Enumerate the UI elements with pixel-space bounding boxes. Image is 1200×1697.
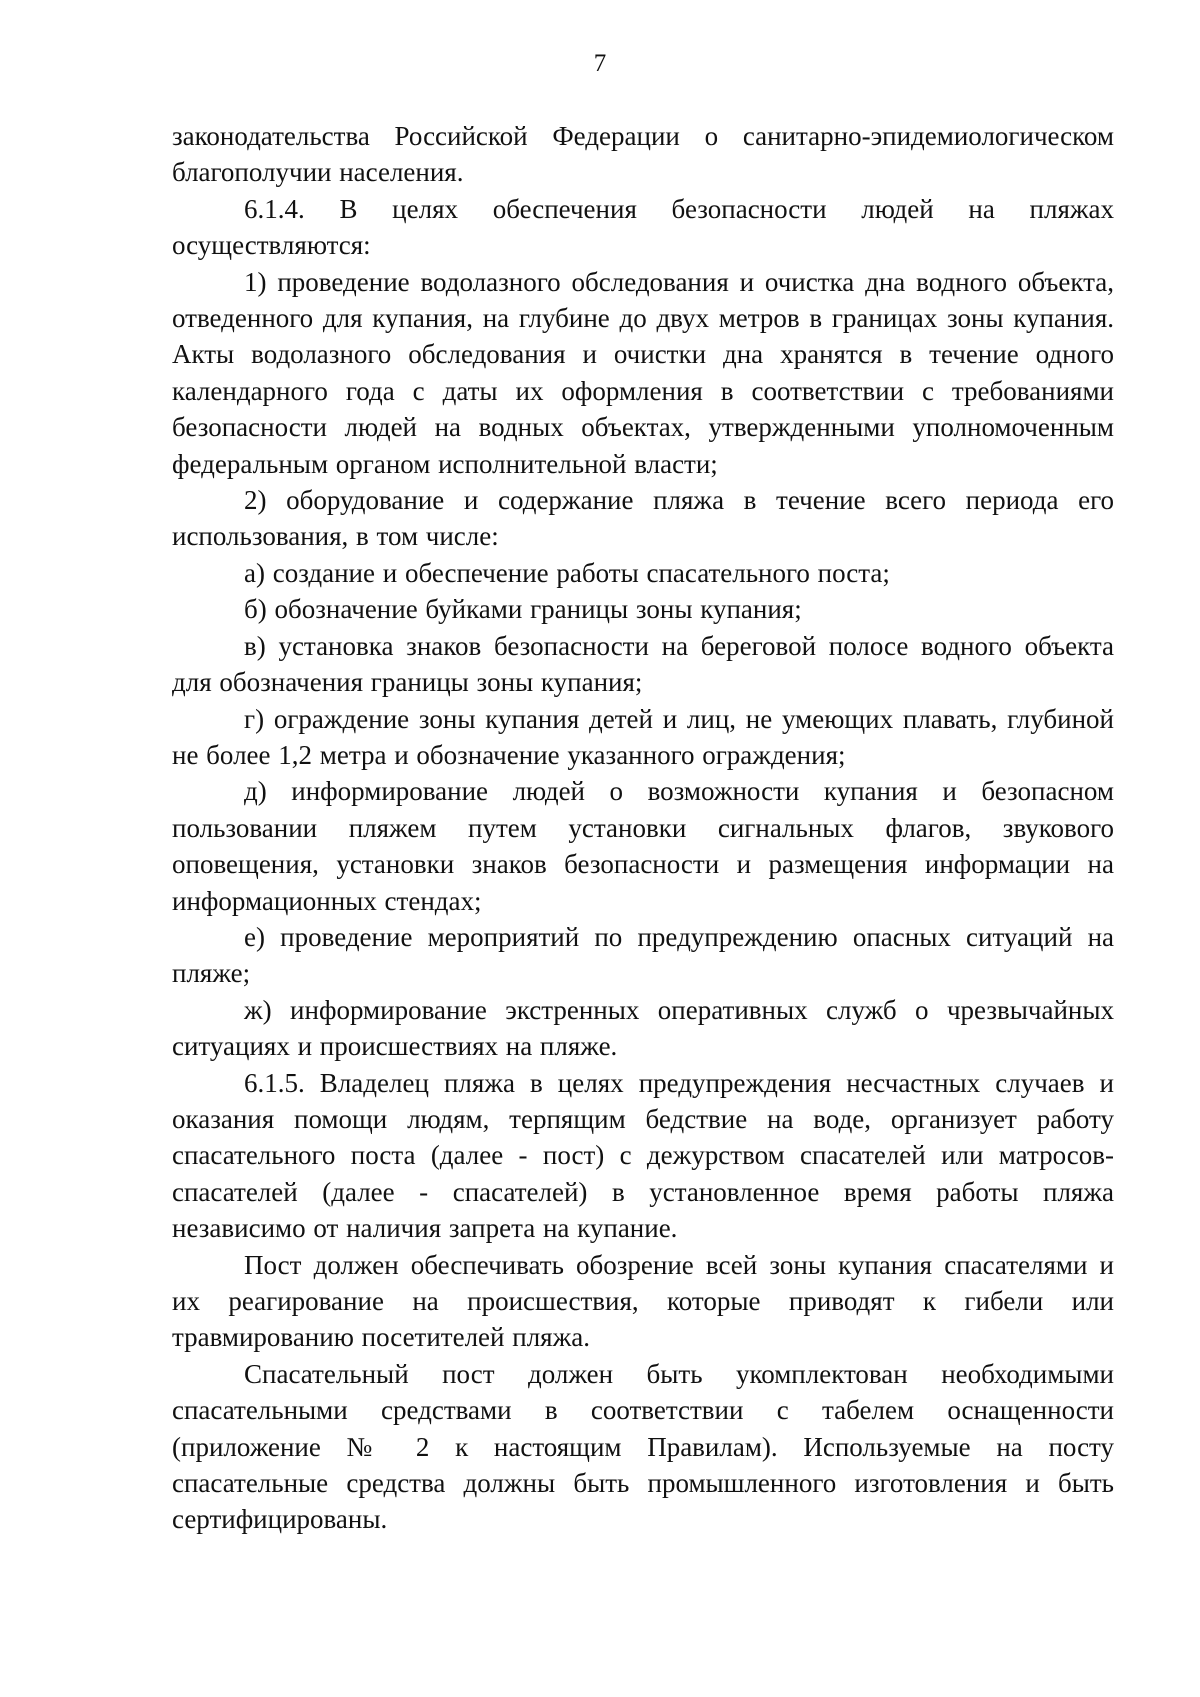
paragraph-6-1-4: 6.1.4. В целях обеспечения безопасности людей на пляжах осуществляются: xyxy=(172,193,1114,261)
paragraph-item-b: б) обозначение буйками границы зоны купания; xyxy=(244,594,802,625)
paragraph-item-e: е) проведение мероприятий по предупреждению опасных ситуаций на пляже; xyxy=(172,921,1114,989)
paragraph-item-v: в) установка знаков безопасности на береговой полосе водного объекта для обозначения границы зоны купания; xyxy=(172,630,1114,698)
paragraph-item-zh: ж) информирование экстренных оперативных служб о чрезвычайных ситуациях и происшествиях на пляже. xyxy=(172,994,1114,1062)
page-number: 7 xyxy=(593,50,607,77)
paragraph-continuation: законодательства Российской Федерации о санитарно-эпидемиологическом благополучии населения. xyxy=(172,121,1114,188)
paragraph-post-visibility: Пост должен обеспечивать обозрение всей зоны купания спасателями и их реагирование на происшествия, которые приводят к гибели или травмированию посетителей пляжа. xyxy=(172,1249,1114,1353)
paragraph-item-2: 2) оборудование и содержание пляжа в течение всего периода его использования, в том числе: xyxy=(172,485,1114,552)
paragraph-6-1-5: 6.1.5. Владелец пляжа в целях предупреждения несчастных случаев и оказания помощи людям, терпящим бедствие на воде, организует работу спасательного поста (далее - пост) с дежурством спасателей или матросов-спасателей (далее - спасателей) в установленное время работы пляжа независимо от наличия запрета на купание. xyxy=(172,1067,1114,1244)
paragraph-item-a: а) создание и обеспечение работы спасательного поста; xyxy=(244,557,890,588)
paragraph-item-d: д) информирование людей о возможности купания и безопасном пользовании пляжем путем установки сигнальных флагов, звукового оповещения, установки знаков безопасности и размещения информации на информационных стендах; xyxy=(172,776,1114,916)
paragraph-item-g: г) ограждение зоны купания детей и лиц, не умеющих плавать, глубиной не более 1,2 метра и обозначение указанного ограждения; xyxy=(172,703,1114,770)
paragraph-rescue-equipment: Спасательный пост должен быть укомплектован необходимыми спасательными средствами в соответствии с табелем оснащенности (приложение № 2 к настоящим Правилам). Используемые на посту спасательные средства должны быть промышленного изготовления и быть сертифицированы. xyxy=(172,1358,1114,1535)
document-body xyxy=(172,118,1114,1538)
paragraph-item-1: 1) проведение водолазного обследования и очистка дна водного объекта, отведенного для купания, на глубине до двух метров в границах зоны купания. Акты водолазного обследования и очистки дна хранятся в течение одного календарного года с даты их оформления в соответствии с требованиями безопасности людей на водных объектах, утвержденными уполномоченным федеральным органом исполнительной власти; xyxy=(172,266,1114,479)
